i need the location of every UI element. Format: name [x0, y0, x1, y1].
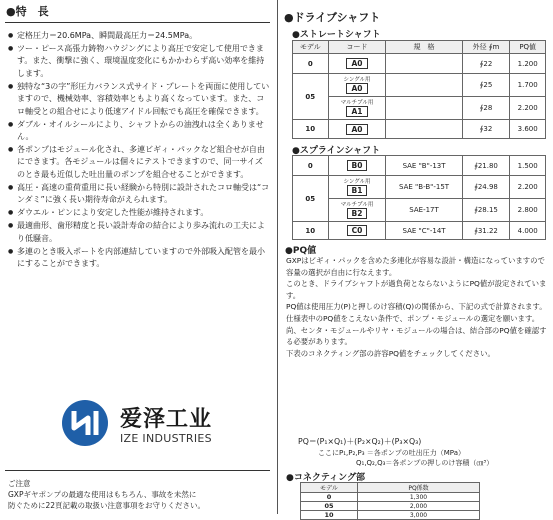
od-cell: ∮22	[462, 54, 510, 74]
notice-line: GXPギヤポンプの最適な使用はもちろん、事故を未然に	[8, 490, 197, 499]
usage-note: マルチプル用	[340, 99, 374, 106]
spec-cell	[386, 97, 462, 120]
code-cell	[328, 54, 386, 74]
pq-cell: 4.000	[510, 222, 546, 240]
col-header: PQ値	[510, 41, 546, 54]
pq-paragraph: 仕様表中のPQ値をこえない条件で、ポンプ・モジュールの選定を願います。	[286, 313, 540, 323]
code-cell	[328, 156, 386, 176]
od-cell: ∮21.80	[462, 156, 510, 176]
pq-cell: 3.600	[510, 120, 546, 139]
pq-title: ●PQ値	[285, 246, 317, 256]
code-box: A0	[346, 83, 367, 94]
od-cell: ∮31.22	[462, 222, 510, 240]
code-cell	[328, 222, 386, 240]
features-title: ●特 長	[6, 5, 49, 18]
model-cell: 05	[293, 176, 329, 222]
pq-formula-legend: Q₁,Q₂,Q₃＝各ポンプの押しのけ容積（㎝³）	[356, 459, 494, 467]
model-cell: 0	[293, 156, 329, 176]
notice-rule	[5, 470, 270, 471]
straight-shaft-table	[292, 40, 546, 139]
code-box: B2	[347, 208, 368, 219]
pq-cell: 3,000	[358, 511, 480, 520]
model-cell: 10	[301, 511, 358, 520]
model-cell: 0	[293, 54, 329, 74]
table-row	[293, 54, 546, 74]
spec-cell	[386, 74, 462, 97]
code-cell	[328, 74, 386, 97]
usage-note: マルチプル用	[340, 201, 374, 208]
logo-chinese: 爱泽工业	[120, 407, 213, 432]
pq-paragraph: このとき、ドライブシャフトが過負荷とならないようにPQ値が設定されています。	[286, 279, 547, 300]
col-header: モデル	[301, 483, 358, 493]
table-row	[293, 74, 546, 97]
col-header: 規 格	[386, 41, 462, 54]
code-box: A0	[346, 124, 367, 135]
model-cell: 10	[293, 120, 329, 139]
pq-cell: 2.200	[510, 176, 546, 199]
table-row	[293, 199, 546, 222]
feature-item: ● ダウエル・ピンにより安定した性能が維持されます。	[8, 207, 270, 219]
od-cell: ∮25	[462, 74, 510, 97]
logo-english: IZE INDUSTRIES	[120, 432, 212, 445]
column-divider	[277, 0, 278, 514]
spec-cell: SAE-17T	[386, 199, 462, 222]
features-title-rule	[5, 22, 270, 23]
usage-note: シングル用	[343, 178, 371, 185]
table-row	[293, 97, 546, 120]
col-header: モデル	[293, 41, 329, 54]
code-box: C0	[347, 225, 368, 236]
od-cell: ∮32	[462, 120, 510, 139]
col-header: PQ係数	[358, 483, 480, 493]
pq-cell: 1,300	[358, 493, 480, 502]
model-cell: 0	[301, 493, 358, 502]
feature-item: ● 各ポンプはモジュール化され、多連ビギィ・パックなど組合せが自由にできます。各モジュールは個々にテストできますので、同一サイズのとき最も近似した吐出量のポンプを組合せることができます。	[8, 144, 270, 181]
notice-title: ご注意	[8, 479, 31, 488]
company-logo-icon	[60, 398, 110, 448]
pq-cell: 2,000	[358, 502, 480, 511]
pq-cell: 1.500	[510, 156, 546, 176]
od-cell: ∮24.98	[462, 176, 510, 199]
table-row	[301, 502, 480, 511]
od-cell: ∮28.15	[462, 199, 510, 222]
spline-shaft-title: ●スプラインシャフト	[292, 146, 381, 156]
code-cell	[328, 176, 386, 199]
col-header: 外径 ∮m	[462, 41, 510, 54]
spec-cell	[386, 120, 462, 139]
code-box: A1	[346, 106, 367, 117]
usage-note: シングル用	[343, 76, 371, 83]
pq-cell: 1.200	[510, 54, 546, 74]
code-cell	[328, 120, 386, 139]
feature-item: ● 高圧・高速の重荷重用に長い経験から特別に設計されたコロ軸受は“コンダミ”に強く長い期待寿命がえられます。	[8, 182, 270, 207]
spec-cell	[386, 54, 462, 74]
table-row	[293, 222, 546, 240]
table-row	[301, 511, 480, 520]
connecting-table	[300, 482, 480, 520]
model-cell: 05	[293, 74, 329, 120]
feature-item: ● 独特な“3の字”形圧力バランス式サイド・プレートを両面に使用していますので、機械効率、容積効率ともより高くなっています。また、コロ軸受との組合せにより低速アイドル回転でも高圧を確保できます。	[8, 81, 270, 118]
features-list	[8, 30, 270, 271]
feature-item: ● ダブル・オイルシールにより、シャフトからの油洩れは全くありません。	[8, 119, 270, 144]
notice-line: 防ぐために22頁記載の取扱い注意事項をお守りください。	[8, 501, 206, 510]
feature-item: ● ツー・ピース高張力鋳物ハウジングにより高圧で安定して使用できます。また、衝撃に強く、環境温度変化にもかかわらず高い効率を維持します。	[8, 43, 270, 80]
code-cell	[328, 199, 386, 222]
straight-shaft-title: ●ストレートシャフト	[292, 30, 381, 40]
table-row	[293, 120, 546, 139]
pq-cell: 2.800	[510, 199, 546, 222]
pq-paragraph: PQ値は使用圧力(P)と押しのけ容積(Q)の関係から、下記の式で計算されます。	[286, 302, 547, 312]
code-box: B1	[347, 185, 368, 196]
code-box: B0	[347, 160, 368, 171]
table-row	[301, 493, 480, 502]
code-cell	[328, 97, 386, 120]
connecting-title: ●コネクティング部	[286, 473, 365, 483]
table-row	[293, 176, 546, 199]
model-cell: 05	[301, 502, 358, 511]
feature-item: ● 最適曲形、歯形精度と長い設計寿命の結合により歩み流れの工夫により低騒音。	[8, 220, 270, 245]
feature-item: ● 多連のとき吸入ポートを内部連結していますので外部吸入配管を最小にすることができます。	[8, 246, 270, 271]
pq-formula-legend: ここにP₁,P₂,P₃ ＝各ポンプの吐出圧力（MPa）	[318, 449, 465, 457]
pq-formula: PQ＝(P₁×Q₁)＋(P₂×Q₂)＋(P₃×Q₃)	[298, 437, 422, 446]
pq-description	[286, 255, 548, 359]
spline-shaft-table	[292, 155, 546, 240]
code-box: A0	[346, 58, 367, 69]
feature-item: ● 定格圧力＝20.6MPa、瞬間最高圧力＝24.5MPa。	[8, 30, 270, 42]
model-cell: 10	[293, 222, 329, 240]
spec-cell: SAE "C"-14T	[386, 222, 462, 240]
pq-paragraph: 下表のコネクティング部の許容PQ値をチェックしてください。	[286, 348, 495, 358]
spec-cell: SAE "B-B"-15T	[386, 176, 462, 199]
pq-paragraph: 尚、センタ・モジュールやリヤ・モジュールの場合は、結合部のPQ値を確認する必要があります。	[286, 325, 547, 347]
spec-cell: SAE "B"-13T	[386, 156, 462, 176]
pq-cell: 2.200	[510, 97, 546, 120]
pq-cell: 1.700	[510, 74, 546, 97]
od-cell: ∮28	[462, 97, 510, 120]
table-row	[293, 156, 546, 176]
drive-shaft-title: ●ドライブシャフト	[284, 11, 381, 24]
col-header: コード	[328, 41, 386, 54]
pq-paragraph: GXPはビギィ・パックを含めた多連化が容易な設計・構造になっていますので容量の選択が自由に行なえます。	[286, 256, 545, 277]
